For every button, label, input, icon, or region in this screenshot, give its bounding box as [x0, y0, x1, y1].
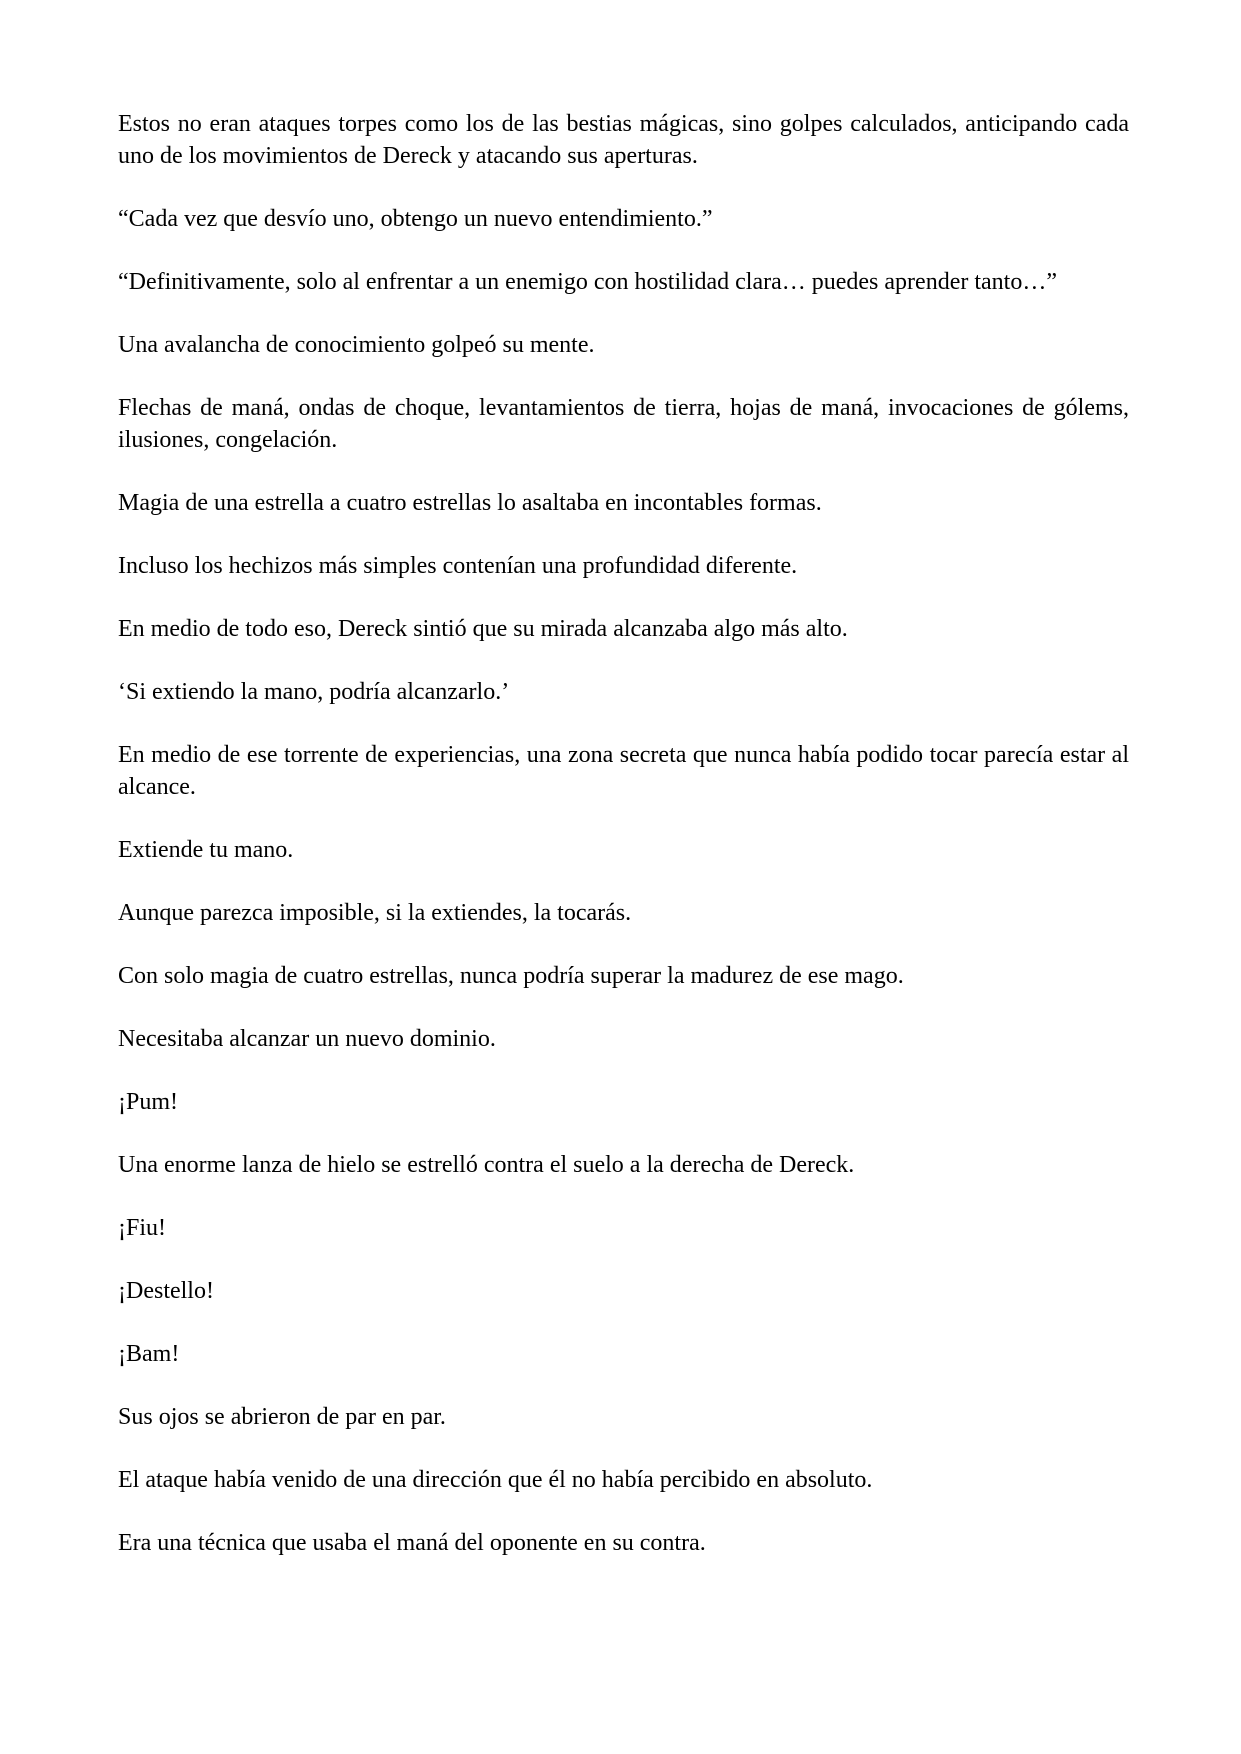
paragraph: Era una técnica que usaba el maná del oponente en su contra. [118, 1530, 706, 1556]
paragraph: Sus ojos se abrieron de par en par. [118, 1404, 446, 1430]
paragraph: ¡Bam! [118, 1341, 180, 1367]
paragraph: El ataque había venido de una dirección que él no había percibido en absoluto. [118, 1467, 873, 1493]
paragraph: Con solo magia de cuatro estrellas, nunca podría superar la madurez de ese mago. [118, 963, 904, 989]
paragraph: Una enorme lanza de hielo se estrelló contra el suelo a la derecha de Dereck. [118, 1152, 855, 1178]
document-body [118, 108, 1129, 1590]
paragraph: Incluso los hechizos más simples contenían una profundidad diferente. [118, 553, 798, 579]
paragraph: ¡Destello! [118, 1278, 214, 1304]
paragraph: Necesitaba alcanzar un nuevo dominio. [118, 1026, 496, 1052]
paragraph: Extiende tu mano. [118, 837, 294, 863]
paragraph: “Definitivamente, solo al enfrentar a un enemigo con hostilidad clara… puedes aprender tanto…” [118, 269, 1057, 295]
paragraph: ‘Si extiendo la mano, podría alcanzarlo.’ [118, 679, 510, 705]
paragraph: En medio de ese torrente de experiencias, una zona secreta que nunca había podido tocar parecía estar al alcance. [118, 742, 1129, 800]
paragraph: “Cada vez que desvío uno, obtengo un nuevo entendimiento.” [118, 206, 713, 232]
paragraph: Flechas de maná, ondas de choque, levantamientos de tierra, hojas de maná, invocaciones de gólems, ilusiones, congelación. [118, 395, 1129, 453]
paragraph: Aunque parezca imposible, si la extiendes, la tocarás. [118, 900, 632, 926]
paragraph: Estos no eran ataques torpes como los de las bestias mágicas, sino golpes calculados, anticipando cada uno de los movimientos de Dereck y atacando sus aperturas. [118, 111, 1129, 169]
paragraph: Magia de una estrella a cuatro estrellas lo asaltaba en incontables formas. [118, 490, 822, 516]
paragraph: ¡Fiu! [118, 1215, 166, 1241]
paragraph: Una avalancha de conocimiento golpeó su mente. [118, 332, 595, 358]
paragraph: ¡Pum! [118, 1089, 178, 1115]
paragraph: En medio de todo eso, Dereck sintió que su mirada alcanzaba algo más alto. [118, 616, 848, 642]
